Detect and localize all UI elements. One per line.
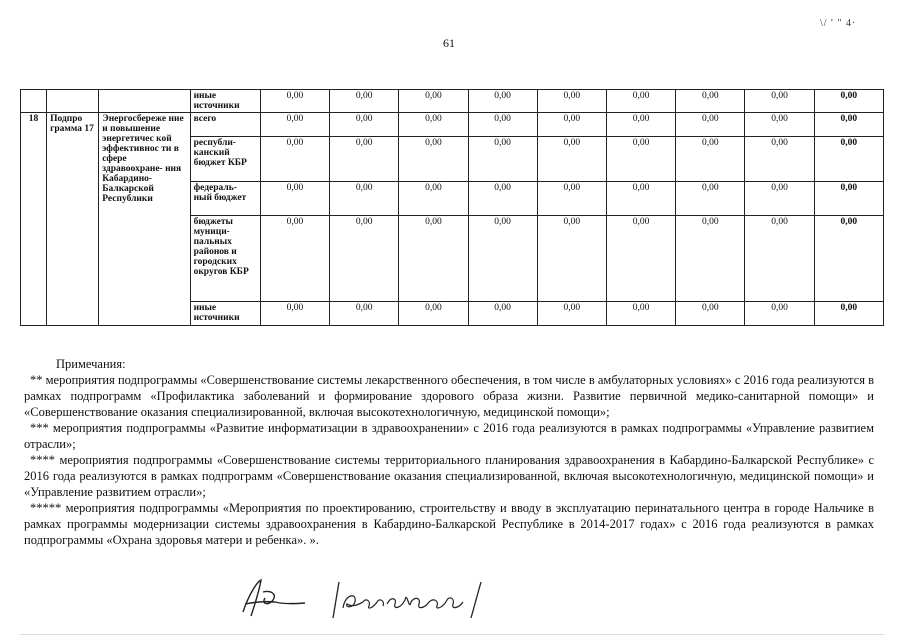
bottom-rule [20, 634, 884, 635]
value-cell: 0,00 [814, 113, 883, 137]
value-cell: 0,00 [745, 90, 814, 113]
value-cell: 0,00 [676, 113, 745, 137]
note-item: ***** мероприятия подпрограммы «Мероприятия по проектированию, строительству и вводу в эксплуатацию перинатального центра в городе Нальчике в рамках программы модернизации системы здравоохранения в Кабардино-Балкарской Республике в 2014-2017 годах» с 2016 года реализуются в рамках подпрограммы «Охрана здоровья матери и ребенка». ». [24, 501, 874, 547]
note-item: **** мероприятия подпрограммы «Совершенствование системы территориального планирования здравоохранения в Кабардино-Балкарской Республике» с 2016 года реализуются в рамках подпрограмм «Совершенствование оказания специализированной, включая высокотехнологичную, медицинской помощи» и «Управление развитием отрасли»; [24, 453, 874, 499]
value-cell: 0,00 [814, 216, 883, 302]
value-cell: 0,00 [260, 113, 329, 137]
value-cell: 0,00 [330, 137, 399, 182]
value-cell: 0,00 [260, 216, 329, 302]
empty-cell [99, 90, 190, 113]
value-cell: 0,00 [676, 137, 745, 182]
notes-block [24, 356, 874, 548]
empty-cell [21, 90, 47, 113]
notes-title: Примечания: [56, 357, 126, 371]
value-cell: 0,00 [537, 182, 606, 216]
corner-mark: \/ ' " 4· [820, 18, 857, 29]
value-cell: 0,00 [399, 137, 468, 182]
source-cell: всего [190, 113, 260, 137]
value-cell: 0,00 [399, 113, 468, 137]
value-cell: 0,00 [468, 137, 537, 182]
value-cell: 0,00 [537, 113, 606, 137]
value-cell: 0,00 [676, 90, 745, 113]
table-row [21, 113, 884, 137]
note-item: ** мероприятия подпрограммы «Совершенствование системы лекарственного обеспечения, в том числе в амбулаторных условиях» с 2016 года реализуются в рамках подпрограмм «Профилактика заболеваний и формирование здорового образа жизни. Развитие первичной медико-санитарной помощи» и «Совершенствование оказания специализированной, включая высокотехнологичную, медицинской помощи»; [24, 373, 874, 419]
page-number: 61 [443, 36, 455, 50]
value-cell: 0,00 [468, 113, 537, 137]
handwritten-signature [235, 574, 495, 624]
value-cell: 0,00 [745, 182, 814, 216]
value-cell: 0,00 [745, 302, 814, 326]
value-cell: 0,00 [814, 302, 883, 326]
value-cell: 0,00 [330, 113, 399, 137]
value-cell: 0,00 [330, 302, 399, 326]
subprogram-name-cell: Энергосбереже ние и повышение энергетичес кой эффективнос ти в сфере здравоохране- ния Кабардино- Балкарской Республики [99, 113, 190, 326]
value-cell: 0,00 [814, 137, 883, 182]
subprogram-cell: Подпро грамма 17 [47, 113, 99, 326]
empty-cell [47, 90, 99, 113]
value-cell: 0,00 [330, 216, 399, 302]
value-cell: 0,00 [468, 302, 537, 326]
value-cell: 0,00 [814, 182, 883, 216]
value-cell: 0,00 [814, 90, 883, 113]
table-row [21, 90, 884, 113]
value-cell: 0,00 [260, 137, 329, 182]
value-cell: 0,00 [399, 182, 468, 216]
funding-table [20, 89, 884, 326]
value-cell: 0,00 [676, 302, 745, 326]
value-cell: 0,00 [537, 137, 606, 182]
value-cell: 0,00 [330, 90, 399, 113]
value-cell: 0,00 [676, 182, 745, 216]
value-cell: 0,00 [606, 113, 675, 137]
value-cell: 0,00 [745, 216, 814, 302]
value-cell: 0,00 [260, 90, 329, 113]
source-cell: республи- канский бюджет КБР [190, 137, 260, 182]
source-cell: иные источники [190, 302, 260, 326]
value-cell: 0,00 [745, 137, 814, 182]
value-cell: 0,00 [606, 182, 675, 216]
value-cell: 0,00 [537, 90, 606, 113]
row-index: 18 [21, 113, 47, 326]
value-cell: 0,00 [468, 90, 537, 113]
value-cell: 0,00 [745, 113, 814, 137]
source-cell: федераль- ный бюджет [190, 182, 260, 216]
note-item: *** мероприятия подпрограммы «Развитие информатизации в здравоохранении» с 2016 года реализуются в рамках подпрограммы «Управление развитием отрасли»; [24, 421, 874, 451]
value-cell: 0,00 [606, 302, 675, 326]
value-cell: 0,00 [537, 216, 606, 302]
value-cell: 0,00 [606, 137, 675, 182]
value-cell: 0,00 [330, 182, 399, 216]
value-cell: 0,00 [606, 216, 675, 302]
source-cell: иные источники [190, 90, 260, 113]
value-cell: 0,00 [260, 182, 329, 216]
value-cell: 0,00 [468, 216, 537, 302]
value-cell: 0,00 [468, 182, 537, 216]
value-cell: 0,00 [399, 302, 468, 326]
source-cell: бюджеты муници- пальных районов и городских округов КБР [190, 216, 260, 302]
value-cell: 0,00 [676, 216, 745, 302]
value-cell: 0,00 [537, 302, 606, 326]
value-cell: 0,00 [399, 216, 468, 302]
value-cell: 0,00 [399, 90, 468, 113]
value-cell: 0,00 [260, 302, 329, 326]
value-cell: 0,00 [606, 90, 675, 113]
